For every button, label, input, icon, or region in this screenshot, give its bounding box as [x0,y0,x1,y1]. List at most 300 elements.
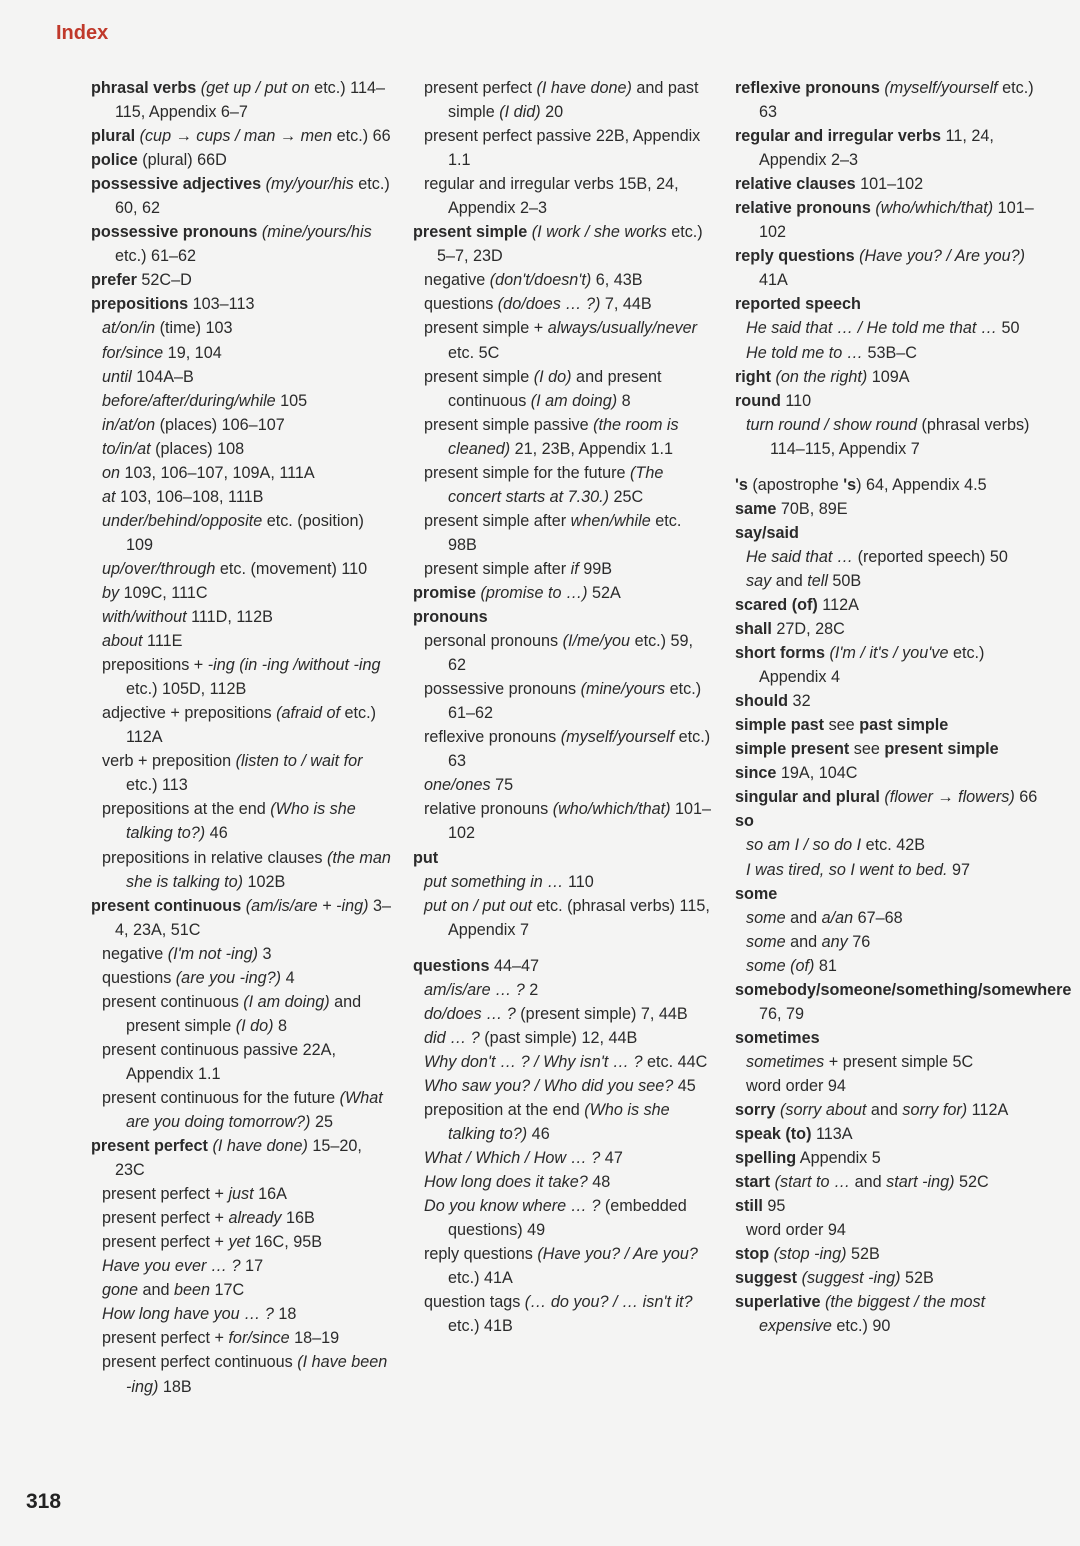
index-entry [735,1122,1055,1146]
index-entry [735,785,1055,809]
entry-text: (start to … [774,1173,851,1192]
index-subentry [424,1098,713,1146]
entry-text: in/at/on [102,415,156,434]
entry-text: Who saw you? / Who did you see? [424,1076,674,1095]
entry-text: 2 [524,980,539,999]
index-subentry [102,389,391,413]
index-subentry [424,725,713,773]
entry-text: (I have done) [212,1137,308,1156]
entry-text: at [102,487,116,506]
index-entry [91,894,391,942]
entry-text: 101–102 [855,175,924,194]
entry-text: so [735,812,754,831]
entry-text: with/without [102,608,187,627]
entry-text: 18 [273,1305,297,1324]
entry-text: adjective + prepositions [102,704,277,723]
entry-text: 19, 104 [163,343,222,362]
entry-text: 103, 106–108, 111B [115,487,264,506]
entry-text: regular and irregular verbs [735,127,942,146]
entry-text: past simple [859,716,949,735]
entry-text: 15–20, 23C [115,1137,362,1180]
entry-text: prepositions at the end [102,800,271,819]
index-column-1 [91,76,391,1399]
entry-text: police [91,151,138,170]
entry-text: 3 [258,944,272,963]
entry-text: am/is/are … ? [424,980,525,999]
entry-text: (I am doing) [530,391,618,410]
index-entry [413,846,713,870]
index-entry [735,1266,1055,1290]
entry-text: etc. 44C [642,1052,708,1071]
entry-text: (Who is she talking to?) [126,800,356,843]
entry-text: etc.) 63 [448,728,711,771]
index-entry [91,1134,391,1182]
entry-text: put something in … [424,872,564,891]
entry-text: 27D, 28C [771,620,845,639]
entry-text: 104A–B [131,367,194,386]
index-subentry [424,365,713,413]
entry-text: present continuous [102,992,244,1011]
index-entry [735,641,1055,689]
entry-text: 112A [817,595,859,614]
index-subentry [102,653,391,701]
index-subentry [102,509,391,557]
entry-text: (am/is/are + -ing) [245,896,369,915]
entry-text: say [746,571,772,590]
entry-text: 17C [210,1281,245,1300]
entry-text: (the room is cleaned) [448,415,679,458]
entry-text: 21, 23B, Appendix 1.1 [510,439,674,458]
index-subentry [424,413,713,461]
entry-text: (get up / put on [200,79,310,97]
entry-text: (apostrophe [747,475,844,494]
entry-text: (embedded questions) 49 [448,1197,687,1240]
index-entry [413,581,713,605]
entry-text: etc.) 63 [759,79,1034,122]
entry-text: reported speech [735,295,861,314]
entry-text: (are you -ing?) [175,968,282,987]
entry-text: (I do) [533,367,572,386]
entry-text: a/an [821,908,854,927]
entry-text: start [735,1173,771,1192]
index-entry [735,617,1055,641]
entry-text: reply questions [735,247,855,266]
entry-text: (The concert starts at 7.30.) [448,463,664,506]
index-subentry [102,1086,391,1134]
index-subentry [424,76,713,124]
index-subentry [424,894,713,942]
entry-text: start -ing) [886,1173,955,1192]
index-entry [91,268,391,292]
entry-text: scared (of) [735,595,818,614]
index-subentry [746,954,1055,978]
entry-text: etc.) 60, 62 [115,175,390,218]
entry-text: see [824,716,860,735]
entry-text: 76 [847,932,871,951]
entry-text: turn round / show round [746,415,917,434]
entry-text: for/since [228,1329,290,1348]
index-entry [735,172,1055,196]
entry-text: Have you ever … ? [102,1257,241,1276]
entry-text: negative [102,944,168,963]
entry-text: 76, 79 [759,1004,805,1023]
entry-text: (listen to / wait for [235,752,363,771]
entry-text: 18–19 [289,1329,340,1348]
entry-text: 52C [954,1173,989,1192]
entry-text: present perfect passive 22B, Appendix 1.1 [424,127,701,170]
index-entry [735,1170,1055,1194]
index-subentry [102,581,391,605]
entry-text: at/on/in [102,319,156,338]
entry-text: and [771,571,808,590]
entry-text: should [735,692,789,711]
entry-text: present simple [424,367,534,386]
entry-text: etc.) 41B [448,1317,513,1336]
index-entry [413,954,713,978]
entry-text: prefer [91,271,137,290]
entry-text: (I have been -ing) [126,1353,388,1396]
index-entry [735,292,1055,316]
index-subentry [424,461,713,509]
entry-text: (I am doing) [243,992,330,1011]
index-subentry [746,413,1055,461]
entry-text: 47 [600,1149,623,1168]
entry-text: say/said [735,523,799,542]
index-subentry [102,1278,391,1302]
entry-text: put on / put out [424,896,533,915]
index-entry [735,809,1055,833]
index-subentry [746,1074,1055,1098]
index-entry [735,978,1072,1026]
entry-text: 103–113 [188,295,255,314]
entry-text: etc. (position) 109 [126,511,364,554]
entry-text: (plural) 66D [137,151,227,170]
index-subentry [424,773,713,797]
entry-text: 111E [142,632,183,651]
entry-text: 97 [947,860,971,879]
entry-text: etc.) 61–62 [115,247,196,266]
entry-text: (I do) [235,1016,274,1035]
index-entry [91,124,391,148]
entry-text: 8 [273,1016,288,1035]
entry-text: some [746,908,786,927]
index-subentry [424,509,713,557]
entry-text: some (of) [746,956,815,975]
index-subentry [102,605,391,629]
index-subentry [746,930,1055,954]
index-subentry [102,942,391,966]
entry-text: (I have done) [536,79,632,97]
entry-text: promise [413,583,476,602]
entry-text: sometimes [735,1028,820,1047]
entry-text: present perfect [424,79,537,97]
entry-text: since [735,764,777,783]
entry-text: 25C [609,487,644,506]
index-subentry [102,990,391,1038]
entry-text: 52A [587,583,621,602]
index-subentry [102,461,391,485]
entry-text: 50 [997,319,1020,338]
entry-text: (time) 103 [155,319,233,338]
index-entry [735,244,1055,292]
entry-text: + present simple 5C [824,1052,974,1071]
entry-text: always/usually/never [547,319,698,338]
entry-text: see [849,740,885,759]
index-subentry [102,485,391,509]
entry-text: What / Which / How … ? [424,1149,601,1168]
entry-text: before/after/during/while [102,391,276,410]
index-entry [91,76,391,124]
index-subentry [424,1050,713,1074]
entry-text: prepositions + [102,656,208,675]
index-entry [735,882,1055,906]
entry-text: etc.) 59, 62 [448,632,694,675]
entry-text: word order 94 [746,1076,846,1095]
entry-text: 17 [240,1257,264,1276]
entry-text: 110 [780,391,812,410]
entry-text: (reported speech) 50 [853,547,1008,566]
index-subentry [424,1194,713,1242]
index-subentry [746,906,1055,930]
entry-text: How long have you … ? [102,1305,274,1324]
entry-text: (I work / she works [531,223,667,242]
index-subentry [424,1074,713,1098]
index-entry [413,220,713,268]
entry-text: negative [424,271,490,290]
entry-text: some [746,932,786,951]
entry-text: speak (to) [735,1125,812,1144]
index-subentry [424,629,713,677]
entry-text: and [850,1173,887,1192]
entry-text: present simple [413,223,528,242]
entry-text: He said that … / He told me that … [746,319,998,338]
index-subentry [102,1326,391,1350]
entry-text: somebody/someone/something/somewhere [735,980,1072,999]
index-subentry [746,833,1055,857]
entry-text: reflexive pronouns [735,79,880,97]
entry-text: 's [843,475,857,494]
entry-text: etc.) 61–62 [448,680,702,723]
index-subentry [424,1170,713,1194]
index-subentry [102,1038,391,1086]
entry-text: verb + preposition [102,752,236,771]
entry-text: etc. (phrasal verbs) 115, Appendix 7 [448,896,710,939]
index-subentry [424,1290,713,1338]
entry-text: any [821,932,848,951]
entry-text: etc.) 112A [126,704,376,747]
index-entry [735,1098,1055,1122]
index-entry [735,521,1055,545]
entry-text: present continuous [91,896,242,915]
index-subentry [746,1218,1055,1242]
index-subentry [102,1230,391,1254]
entry-text: 45 [673,1076,696,1095]
index-subentry [102,437,391,461]
entry-text: (phrasal verbs) 114–115, Appendix 7 [770,415,1030,458]
index-subentry [746,316,1055,340]
entry-text: (I'm / it's / you've [829,644,949,663]
index-entry [91,172,391,220]
entry-text: 16B [281,1209,315,1228]
entry-text: (I'm not -ing) [167,944,259,963]
entry-text: and present simple [126,992,362,1035]
entry-text: He said that … [746,547,854,566]
entry-text: relative pronouns [424,800,553,819]
entry-text: possessive pronouns [91,223,258,242]
entry-text: (mine/yours/his [261,223,372,242]
entry-text: still [735,1197,763,1216]
index-subentry [746,545,1055,569]
entry-text: present perfect continuous [102,1353,298,1372]
index-entry [735,1146,1055,1170]
entry-text: 8 [617,391,631,410]
entry-text: Why don't … ? / Why isn't … ? [424,1052,643,1071]
entry-text: 6, 43B [591,271,643,290]
index-entry [735,1194,1055,1218]
entry-text: present perfect + [102,1329,229,1348]
entry-text: present continuous passive 22A, Appendix 1.1 [102,1040,336,1083]
entry-text: (suggest -ing) [801,1269,901,1288]
entry-text: I was tired, so I went to bed. [746,860,948,879]
index-subentry [424,1146,713,1170]
entry-text: 25 [310,1113,333,1132]
index-entry [735,497,1055,521]
entry-text: (Who is she talking to?) [448,1100,670,1144]
entry-text: same [735,499,777,518]
entry-text: relative clauses [735,175,856,194]
entry-text: 19A, 104C [776,764,858,783]
index-entry [735,473,1055,497]
entry-text: possessive pronouns [424,680,581,699]
entry-text: 112A [967,1100,1009,1119]
index-subentry [102,1302,391,1326]
entry-text: relative pronouns [735,199,871,218]
entry-text: 3–4, 23A, 51C [115,896,392,939]
index-subentry [424,1242,713,1290]
entry-text: right [735,367,771,386]
page-title: Index [56,22,109,44]
entry-text: etc. 5C [448,343,500,362]
entry-text: 48 [587,1173,611,1192]
entry-text: etc. 98B [448,511,682,554]
entry-text: so am I / so do I [746,836,862,855]
entry-text: 52C–D [136,271,192,290]
index-subentry [424,124,713,172]
entry-text: (myself/yourself [884,79,998,97]
entry-text: sorry for) [902,1100,968,1119]
entry-text: (the biggest / the most expensive [759,1293,986,1336]
index-entry [735,689,1055,713]
entry-text: 16A [253,1185,287,1204]
index-entry [735,1026,1055,1050]
entry-text: -ing (in -ing /without -ing [207,656,381,675]
entry-text: questions [413,956,490,975]
entry-text: (my/your/his [265,175,354,194]
entry-text: etc.) 5–7, 23D [437,223,703,266]
entry-text: 66 [1014,788,1038,807]
index-subentry [102,749,391,797]
entry-text: and past simple [448,79,699,122]
entry-text: pronouns [413,608,488,627]
entry-text: 109A [867,367,910,386]
index-entry [413,605,713,629]
entry-text: present continuous for the future [102,1088,340,1107]
entry-text: (mine/yours [580,680,666,699]
entry-text: etc.) Appendix 4 [759,644,985,687]
entry-text: phrasal verbs [91,79,197,97]
entry-text: word order 94 [746,1221,846,1240]
index-entry [735,1242,1055,1266]
entry-text: 101–102 [448,800,712,843]
entry-text: 46 [205,824,228,843]
entry-text: (places) 106–107 [155,415,285,434]
index-subentry [102,316,391,340]
entry-text: and [138,1281,175,1300]
index-subentry [746,341,1055,365]
entry-text: been [174,1281,211,1300]
index-subentry [424,1002,713,1026]
entry-text: reflexive pronouns [424,728,561,747]
entry-text: singular and plural [735,788,880,807]
entry-text: (Have you? / Are you? [537,1245,698,1264]
index-subentry [424,978,713,1002]
entry-text: when/while [570,511,651,530]
entry-text: round [735,391,781,410]
entry-text: and [866,1100,903,1119]
index-entry [735,761,1055,785]
entry-text: question tags [424,1293,525,1312]
entry-text: already [228,1209,282,1228]
index-subentry [102,846,391,894]
entry-text: some [735,884,778,903]
entry-text: (past simple) 12, 44B [479,1028,638,1047]
entry-text: up/over/through [102,559,216,578]
entry-text: (stop -ing) [773,1245,847,1264]
entry-text: etc.) 41A [448,1269,513,1288]
index-subentry [102,797,391,845]
index-subentry [102,1350,391,1398]
entry-text: (on the right) [775,367,868,386]
entry-text: 102B [242,872,286,891]
entry-text: etc.) 114–115, Appendix 6–7 [115,79,385,122]
index-entry [735,593,1055,617]
entry-text: 95 [762,1197,786,1216]
entry-text: and [785,932,822,951]
entry-text: 44–47 [489,956,539,975]
entry-text: 41A [759,271,788,290]
entry-text: about [102,632,143,651]
entry-text: 16C, 95B [250,1233,323,1252]
index-column-2 [413,76,713,1338]
entry-text: present simple for the future [424,463,631,482]
index-entry [735,196,1055,244]
index-subentry [746,1050,1055,1074]
index-subentry [102,1182,391,1206]
index-entry [735,1290,1055,1338]
entry-text: until [102,367,132,386]
entry-text: How long does it take? [424,1173,588,1192]
entry-text: stop [735,1245,770,1264]
entry-text: to/in/at [102,439,151,458]
entry-text: yet [228,1233,251,1252]
entry-text: prepositions [91,295,189,314]
entry-text: suggest [735,1269,798,1288]
entry-text: 18B [158,1377,192,1396]
entry-text: 11, 24, Appendix 2–3 [759,127,994,170]
entry-text: and present continuous [448,367,662,410]
entry-text: (who/which/that) [552,800,671,819]
entry-text: 32 [788,692,811,711]
